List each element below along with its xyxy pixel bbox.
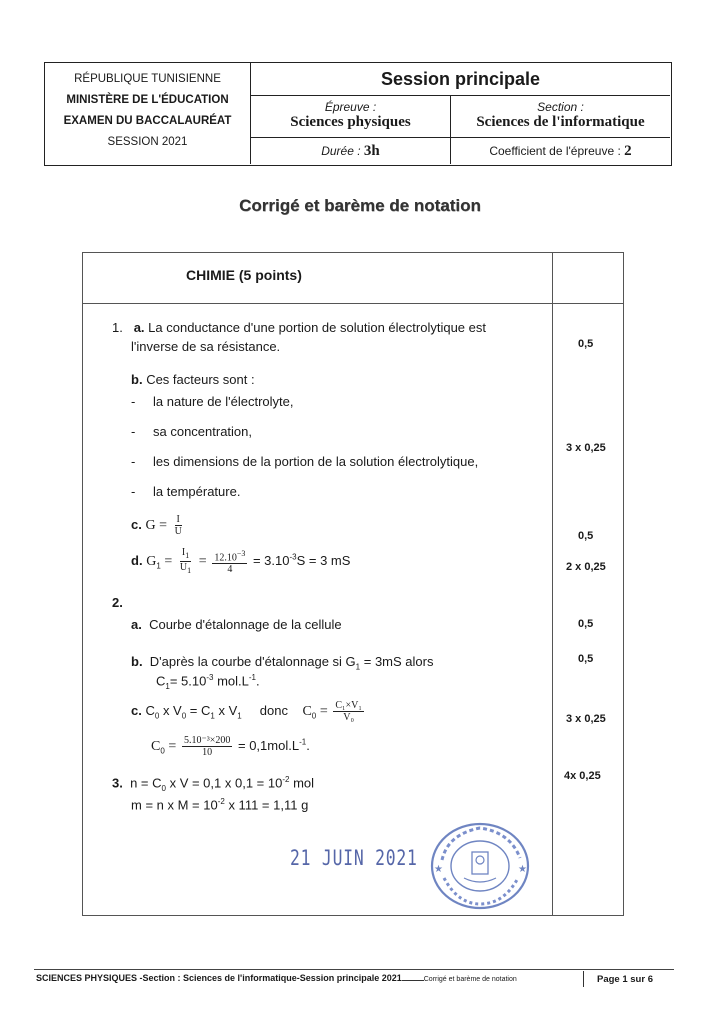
grade-value: 3 x 0,25 [566, 713, 606, 725]
fraction-num: 5.10⁻³×200 [183, 735, 231, 746]
superscript: -1 [299, 737, 307, 747]
fraction-den: V₀ [343, 712, 354, 723]
num-text: I [181, 547, 186, 558]
q1-number: 1. [112, 320, 123, 335]
exam-name: EXAMEN DU BACCALAURÉAT [63, 115, 232, 127]
q2c-label: c. [131, 702, 142, 718]
duree-label: Durée : [321, 144, 361, 158]
footer-underline [402, 980, 424, 981]
q2b-text: = 5.10 [169, 673, 207, 689]
result-text: = 0,1mol.L [238, 737, 300, 753]
q2c-text: = C [186, 702, 211, 718]
q1c-formula [131, 514, 186, 537]
factor-text: les dimensions de la portion de la solution électrolytique, [153, 454, 479, 469]
coef-value: 2 [624, 143, 632, 159]
exam-header [44, 62, 672, 166]
superscript: −3 [236, 548, 246, 558]
official-seal-icon [428, 820, 532, 910]
factor-item [131, 394, 294, 409]
session-type: Session principale [251, 63, 670, 96]
subscript: 0 [311, 711, 317, 721]
list-dash: - [131, 424, 136, 439]
subscript: 0 [181, 711, 187, 721]
equals: = [198, 553, 207, 569]
q3-text: n = C [130, 775, 162, 791]
svg-text:★: ★ [518, 864, 527, 875]
list-dash: - [131, 454, 136, 469]
subscript: 0 [160, 746, 165, 756]
superscript: -2 [217, 797, 225, 806]
num-text: 12.10 [214, 552, 237, 564]
grade-value: 2 x 0,25 [566, 561, 606, 573]
q1c-label: c. [131, 516, 142, 532]
q2a [131, 617, 342, 632]
q1d-label: d. [131, 552, 143, 568]
list-dash: - [131, 394, 136, 409]
q2a-label: a. [131, 617, 142, 632]
footer-left: SCIENCES PHYSIQUES -Section : Sciences de l'informatique-Session principale 2021 [36, 973, 402, 983]
date-stamp: 21 JUIN 2021 [290, 846, 418, 870]
subscript: 1 [210, 711, 215, 721]
header-institution [45, 63, 251, 164]
footer-separator [583, 971, 584, 987]
result-text: = 3.10 [252, 552, 290, 568]
factor-item [131, 424, 253, 439]
q1b-label: b. [131, 372, 143, 387]
q3-line2 [131, 797, 308, 812]
fraction-num: C₁×V₁ [335, 700, 362, 711]
fraction-num [180, 547, 191, 562]
fraction-num [212, 548, 247, 564]
fraction [182, 735, 232, 758]
equals: = [164, 553, 173, 569]
grade-value: 0,5 [578, 530, 594, 542]
q2b-text: D'après la courbe d'étalonnage si G [149, 654, 356, 669]
epreuve-value: Sciences physiques [290, 114, 411, 130]
q1a-line1: La conductance d'une portion de solution électrolytique est [148, 320, 486, 335]
coef-label: Coefficient de l'épreuve : [489, 144, 621, 158]
q2c-text: C [145, 702, 155, 718]
section-heading: CHIMIE (5 points) [186, 267, 302, 283]
q1d-lhs: G [146, 553, 157, 569]
equals: = [168, 738, 177, 754]
result-text: . [306, 737, 310, 753]
q1a-line2: l'inverse de sa résistance. [131, 339, 281, 354]
q3-text: mol [289, 775, 315, 791]
footer-text [36, 973, 517, 983]
ministry-name: MINISTÈRE DE L'ÉDUCATION [66, 94, 229, 106]
q2b-line2 [156, 673, 260, 691]
q1b-intro [131, 372, 255, 387]
factor-item [131, 454, 479, 469]
q2b-text: . [256, 673, 260, 689]
subscript: 1 [187, 566, 192, 575]
subscript: 1 [156, 561, 161, 571]
header-details [251, 63, 670, 164]
column-divider [552, 252, 553, 916]
q2b-text: = 3mS alors [360, 654, 434, 669]
q2b-text: C [156, 673, 166, 689]
grade-value: 0,5 [578, 618, 594, 630]
superscript: -1 [248, 673, 257, 682]
q2c-line2 [151, 735, 310, 758]
q3-text: m = n x M = 10 [131, 797, 218, 813]
list-dash: - [131, 484, 136, 499]
superscript: -2 [282, 775, 290, 784]
result-text: S = 3 mS [296, 552, 351, 568]
subscript: 1 [185, 551, 190, 560]
superscript: -3 [289, 552, 297, 562]
q3-line1 [112, 775, 314, 793]
donc-text: donc [259, 702, 288, 718]
grade-value: 3 x 0,25 [566, 442, 606, 454]
section-cell [451, 96, 670, 138]
equals: = [319, 703, 328, 719]
q2b-label: b. [131, 654, 143, 669]
q2c-text: x V [214, 702, 238, 718]
q1a-label: a. [133, 320, 145, 335]
q1c-lhs: G = [145, 517, 167, 533]
q3-text: x 111 = 1,11 g [224, 797, 309, 813]
row-divider [82, 303, 624, 304]
den-text: U [179, 562, 188, 573]
session-year: SESSION 2021 [107, 136, 188, 148]
coef-cell [451, 138, 670, 164]
fraction-den: 4 [227, 564, 233, 576]
q2-number: 2. [112, 595, 123, 610]
page-title: Corrigé et barème de notation [239, 196, 481, 215]
factor-item [131, 484, 241, 499]
q1b-intro-text: Ces facteurs sont : [146, 372, 255, 387]
svg-text:★: ★ [434, 864, 443, 875]
q2c-lhs: C [302, 703, 312, 719]
footer-rule [34, 969, 674, 970]
q3-text: x V = 0,1 x 0,1 = 10 [165, 775, 283, 791]
question-1 [112, 320, 486, 335]
fraction-num: I [176, 514, 180, 525]
factor-text: la nature de l'électrolyte, [153, 394, 294, 409]
subscript: 1 [355, 662, 361, 672]
fraction [178, 547, 193, 576]
country-name: RÉPUBLIQUE TUNISIENNE [74, 73, 221, 85]
q2c-text: x V [162, 702, 182, 718]
subscript: 0 [161, 783, 166, 793]
subscript: 0 [154, 711, 160, 721]
grade-value: 4x 0,25 [564, 770, 601, 782]
page-number: Page 1 sur 6 [597, 974, 653, 985]
fraction [173, 514, 184, 537]
fraction [212, 548, 247, 575]
duree-value: 3h [363, 143, 380, 159]
grade-value: 0,5 [578, 338, 594, 350]
factor-text: la température. [153, 484, 241, 499]
superscript: -3 [206, 673, 214, 682]
section-value: Sciences de l'informatique [476, 114, 645, 130]
subscript: 1 [165, 681, 170, 691]
epreuve-cell [251, 96, 451, 138]
epreuve-label: Épreuve : [324, 100, 377, 114]
fraction-den: 10 [202, 747, 213, 758]
factor-text: sa concentration, [153, 424, 253, 439]
q2a-text: Courbe d'étalonnage de la cellule [149, 617, 342, 632]
q2b-text: mol.L [213, 673, 249, 689]
duree-cell [251, 138, 451, 164]
fraction [333, 700, 364, 723]
q2b-line1 [131, 654, 433, 672]
q2c2-lhs: C [151, 738, 161, 754]
fraction-den [178, 562, 193, 576]
grade-value: 0,5 [578, 653, 594, 665]
q2c-line1 [131, 700, 366, 723]
fraction-den: U [174, 526, 182, 537]
subscript: 1 [237, 711, 242, 721]
q1d-formula [131, 547, 350, 576]
section-label: Section : [537, 100, 584, 114]
footer-middle: Corrigé et barème de notation [423, 976, 517, 983]
q3-number: 3. [112, 775, 123, 791]
